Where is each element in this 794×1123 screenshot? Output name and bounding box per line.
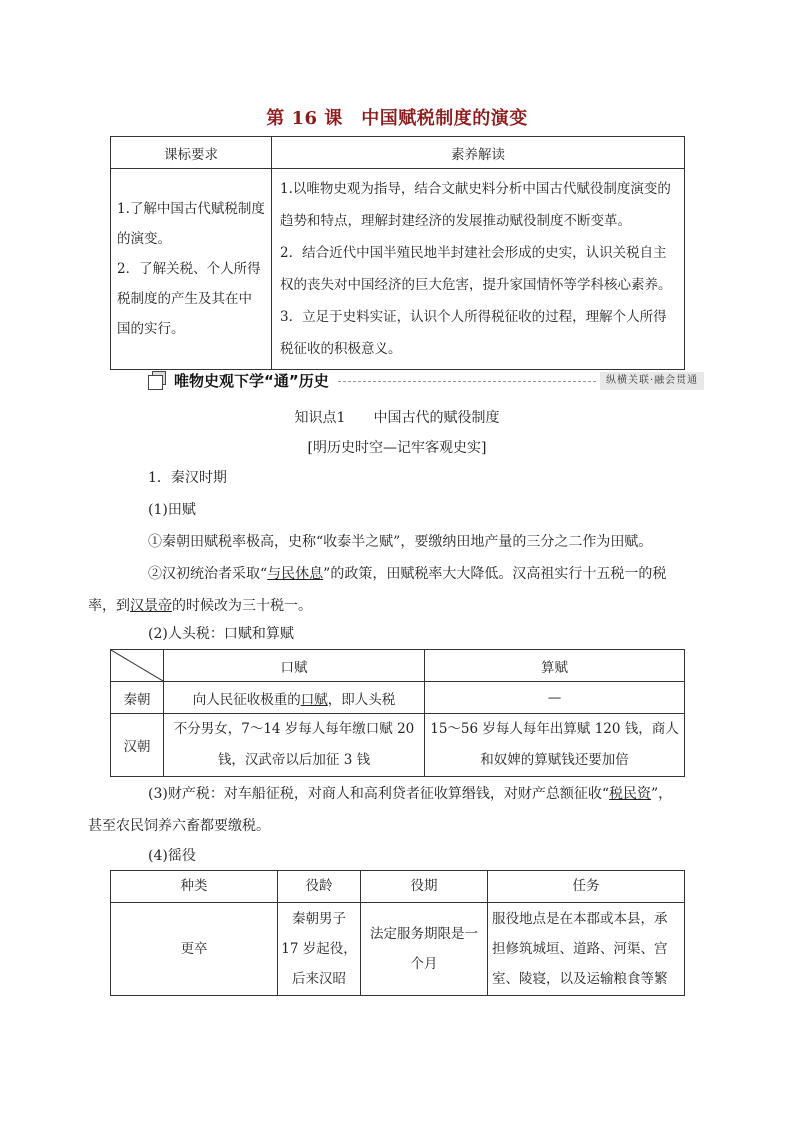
text: 的时候改为三十税一。 [172, 598, 312, 614]
text-line: 担修筑城垣、道路、河渠、宫 [492, 941, 668, 957]
requirements-cell [111, 169, 272, 370]
text: 率，到 [88, 598, 130, 614]
underlined-term: 口赋 [300, 691, 328, 708]
diagonal-header-cell [111, 650, 164, 682]
dynasty-qin: 秦朝 [111, 682, 164, 714]
han-suanfu-cell [425, 714, 685, 777]
paragraph-han-tianfu [88, 558, 690, 622]
corvee-table [110, 870, 685, 996]
text-line: 秦朝男子 [292, 911, 346, 927]
diagonal-line [111, 650, 163, 681]
underlined-term: 与民休息 [267, 566, 324, 582]
han-koufu-cell [164, 714, 425, 777]
text-line: 法定服务期限是一 [370, 926, 478, 942]
section-title: 唯物史观下学“通”历史 [174, 372, 329, 390]
text: ”的政策，田赋税率大大降低。汉高祖实行十五税一的税 [323, 566, 667, 582]
header-task: 任务 [488, 871, 685, 903]
header-suanfu: 算赋 [425, 650, 685, 682]
page-title: 第 16 课 中国赋税制度的演变 [266, 108, 528, 129]
underlined-term: 税民资 [609, 786, 651, 802]
paragraph-property-tax [88, 778, 690, 842]
section-divider [338, 381, 596, 382]
section-tag: 纵横关联·融会贯通 [600, 372, 704, 390]
heading-qinhan: 1．秦汉时期 [148, 470, 227, 486]
text: 向人民征收极重的 [192, 691, 301, 708]
text-line: 和奴婢的算赋钱还要加倍 [480, 752, 629, 768]
text: 甚至农民饲养六畜都要缴税。 [88, 818, 270, 834]
qin-koufu-cell [164, 682, 425, 714]
dynasty-han: 汉朝 [111, 714, 164, 777]
text-line: 17 岁起役， [281, 941, 357, 957]
text-line: 15～56 岁每人每年出算赋 120 钱，商人 [430, 721, 679, 737]
text-line: 后来汉昭 [292, 971, 346, 987]
underlined-term: 汉景帝 [130, 598, 172, 614]
requirement-item: 2．了解关税、个人所得税制度的产生及其在中国的实行。 [117, 261, 261, 337]
section-header [148, 370, 708, 394]
age-cell [278, 903, 361, 996]
section-box-icon [148, 375, 163, 390]
text-line: 室、陵寝，以及运输粮食等繁 [492, 971, 668, 987]
text-line: 不分男女，7～14 岁每人每年缴口赋 20 [173, 721, 415, 737]
text: ，即人头税 [327, 691, 396, 708]
text: ②汉初统治者采取“ [148, 566, 268, 582]
poll-tax-table [110, 649, 685, 777]
literacy-cell [272, 169, 685, 370]
text-line: 钱，汉武帝以后加征 3 钱 [217, 752, 371, 768]
heading-yaoyi: (4)徭役 [148, 848, 196, 864]
requirement-item: 1.了解中国古代赋税制度的演变。 [117, 201, 265, 247]
header-kind: 种类 [111, 871, 278, 903]
literacy-item: 3．立足于史料实证，认识个人所得税征收的过程，理解个人所得税征收的积极意义。 [280, 309, 667, 357]
text: ”， [651, 786, 673, 802]
curriculum-table [110, 136, 685, 370]
header-requirements: 课标要求 [111, 137, 272, 169]
qin-suanfu-cell: — [425, 682, 685, 714]
kind-cell: 更卒 [111, 903, 278, 996]
heading-tianfu: (1)田赋 [148, 502, 196, 518]
knowledge-point-title: 知识点1 中国古代的赋役制度 [294, 410, 500, 426]
period-cell [361, 903, 488, 996]
text: (3)财产税：对车船征税，对商人和高利贷者征收算缗钱，对财产总额征收“ [148, 786, 609, 802]
header-period: 役期 [361, 871, 488, 903]
task-cell [488, 903, 685, 996]
literacy-item: 2．结合近代中国半殖民地半封建社会形成的史实，认识关税自主权的丧失对中国经济的巨大危害，提升家国情怀等学科核心素养。 [280, 245, 672, 293]
header-literacy: 素养解读 [272, 137, 685, 169]
header-age: 役龄 [278, 871, 361, 903]
heading-rentou: (2)人头税：口赋和算赋 [148, 626, 294, 642]
paragraph-qin-tianfu: ①秦朝田赋税率极高，史称“收泰半之赋”，要缴纳田地产量的三分之二作为田赋。 [148, 534, 653, 550]
knowledge-subtitle: [明历史时空—记牢客观史实] [307, 440, 487, 456]
text-line: 服役地点是在本郡或本县，承 [492, 911, 668, 927]
literacy-item: 1.以唯物史观为指导，结合文献史料分析中国古代赋役制度演变的趋势和特点，理解封建经济的发展推动赋役制度不断变革。 [280, 181, 671, 229]
text-line: 个月 [410, 956, 438, 972]
header-koufu: 口赋 [164, 650, 425, 682]
